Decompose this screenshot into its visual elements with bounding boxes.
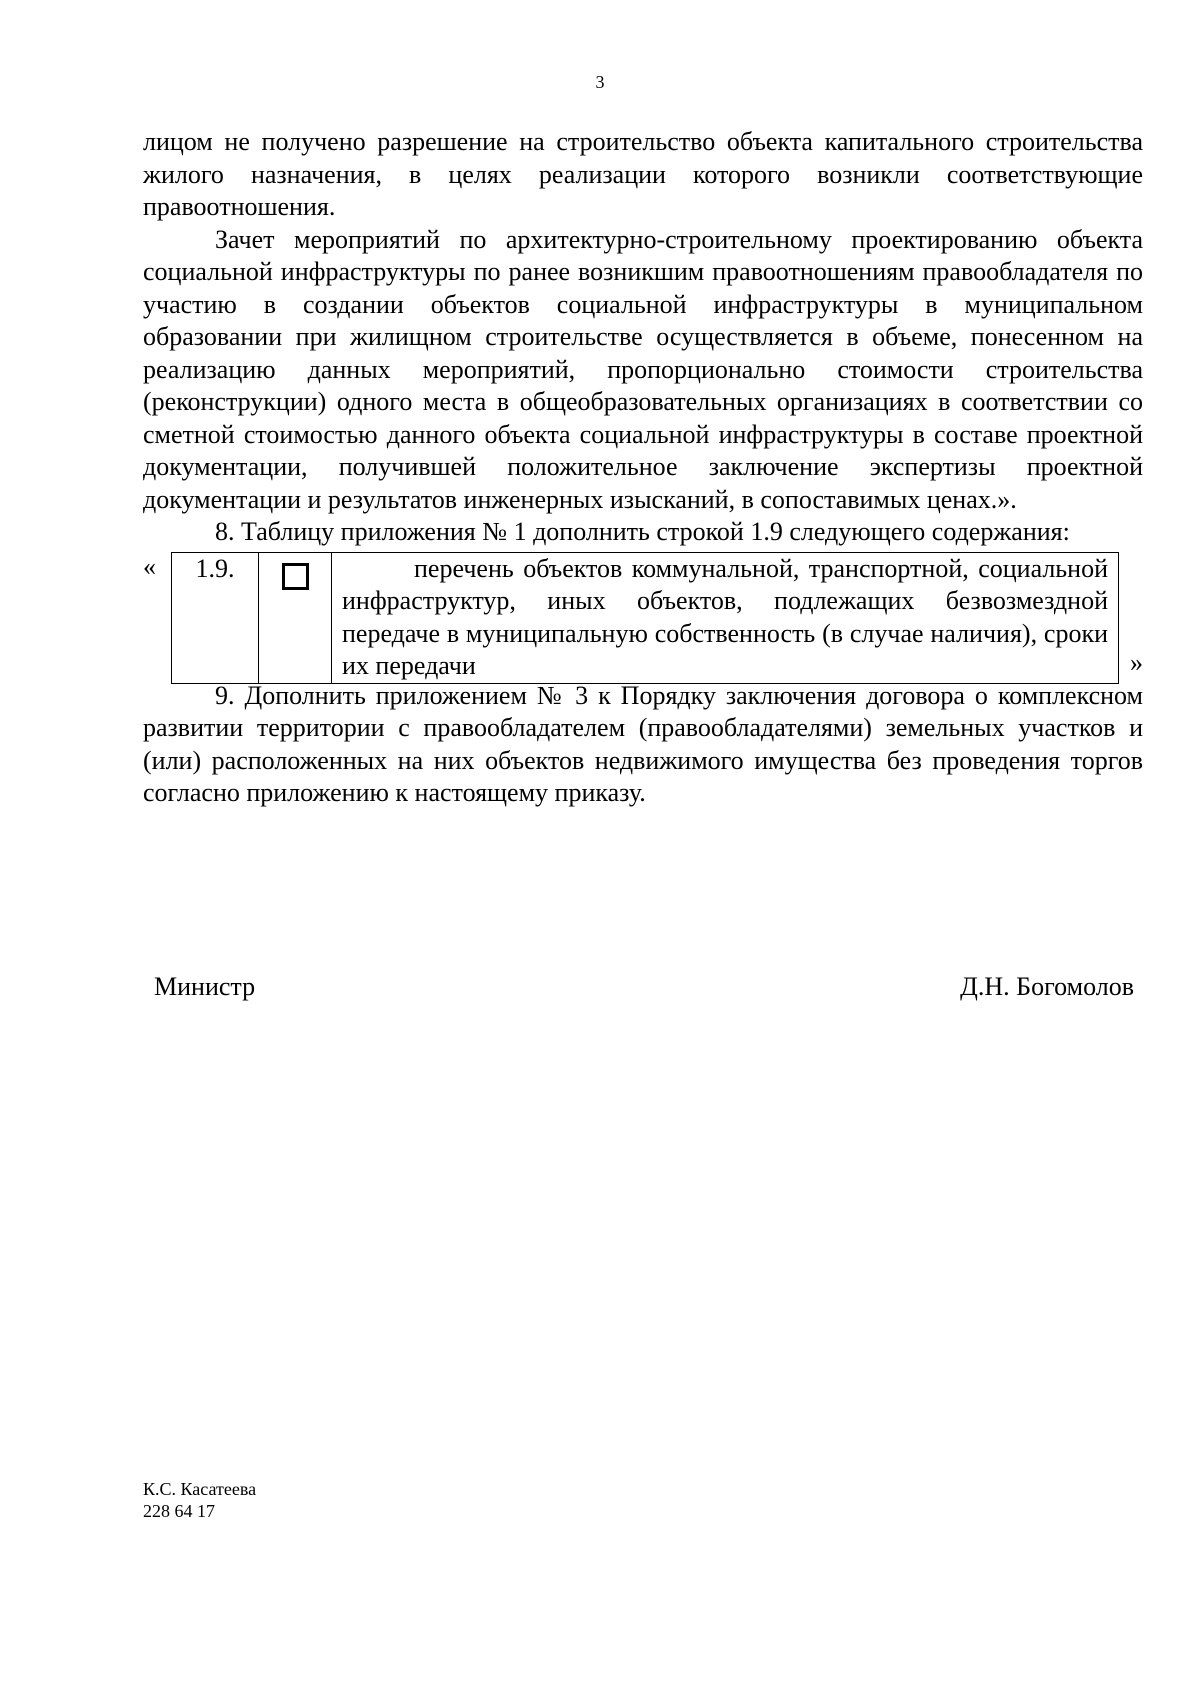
signatory-name: Д.Н. Богомолов	[960, 972, 1134, 1001]
row-number-cell: 1.9.	[172, 552, 259, 683]
paragraph-item-9: 9. Дополнить приложением № 3 к Порядку заключения договора о комплексном развитии территории с правообладателем (правообладателями) земельных участков и (или) расположенных на них объектов недвижимого имущества без проведения торгов согласно приложению к настоящему приказу.	[143, 680, 1143, 807]
row-text: перечень объектов коммунальной, транспортной, социальной инфраструктур, иных объектов, подлежащих безвозмездной передаче в муниципальную собственность (в случае наличия), сроки их передачи	[342, 553, 1108, 680]
table-row	[172, 552, 1119, 683]
checkbox-icon	[282, 563, 309, 590]
paragraph-continuation: лицом не получено разрешение на строительство объекта капитального строительства жилого назначения, в целях реализации которого возникли соответствующие правоотношения.	[143, 127, 1143, 221]
paragraph-offset-rules: Зачет мероприятий по архитектурно-строительному проектированию объекта социальной инфраструктуры по ранее возникшим правоотношениям правообладателя по участию в создании объектов социальной инфраструктуры в муниципальном образовании при жилищном строительстве осуществляется в объеме, понесенном на реализацию данных мероприятий, пропорционально стоимости строительства (реконструкции) одного места в общеобразовательных организациях в соответствии со сметной стоимостью данного объекта социальной инфраструктуры в составе проектной документации, получившей положительное заключение экспертизы проектной документации и результатов инженерных изысканий, в сопоставимых ценах.».	[143, 224, 1143, 514]
row-text-cell	[332, 552, 1119, 683]
executor-name: К.С. Касатеева	[143, 1479, 257, 1499]
executor-footer	[143, 1478, 256, 1522]
executor-phone: 228 64 17	[143, 1501, 215, 1521]
page-number: 3	[595, 72, 605, 92]
inserted-table	[171, 552, 1119, 684]
inserted-table-block	[143, 549, 1143, 680]
opening-quote: «	[143, 551, 156, 581]
checkbox-cell	[259, 552, 332, 683]
paragraph-item-8: 8. Таблицу приложения № 1 дополнить строкой 1.9 следующего содержания:	[215, 517, 1070, 546]
closing-quote: »	[1130, 648, 1143, 677]
signatory-position: Министр	[154, 972, 256, 1001]
document-body	[143, 126, 1143, 810]
